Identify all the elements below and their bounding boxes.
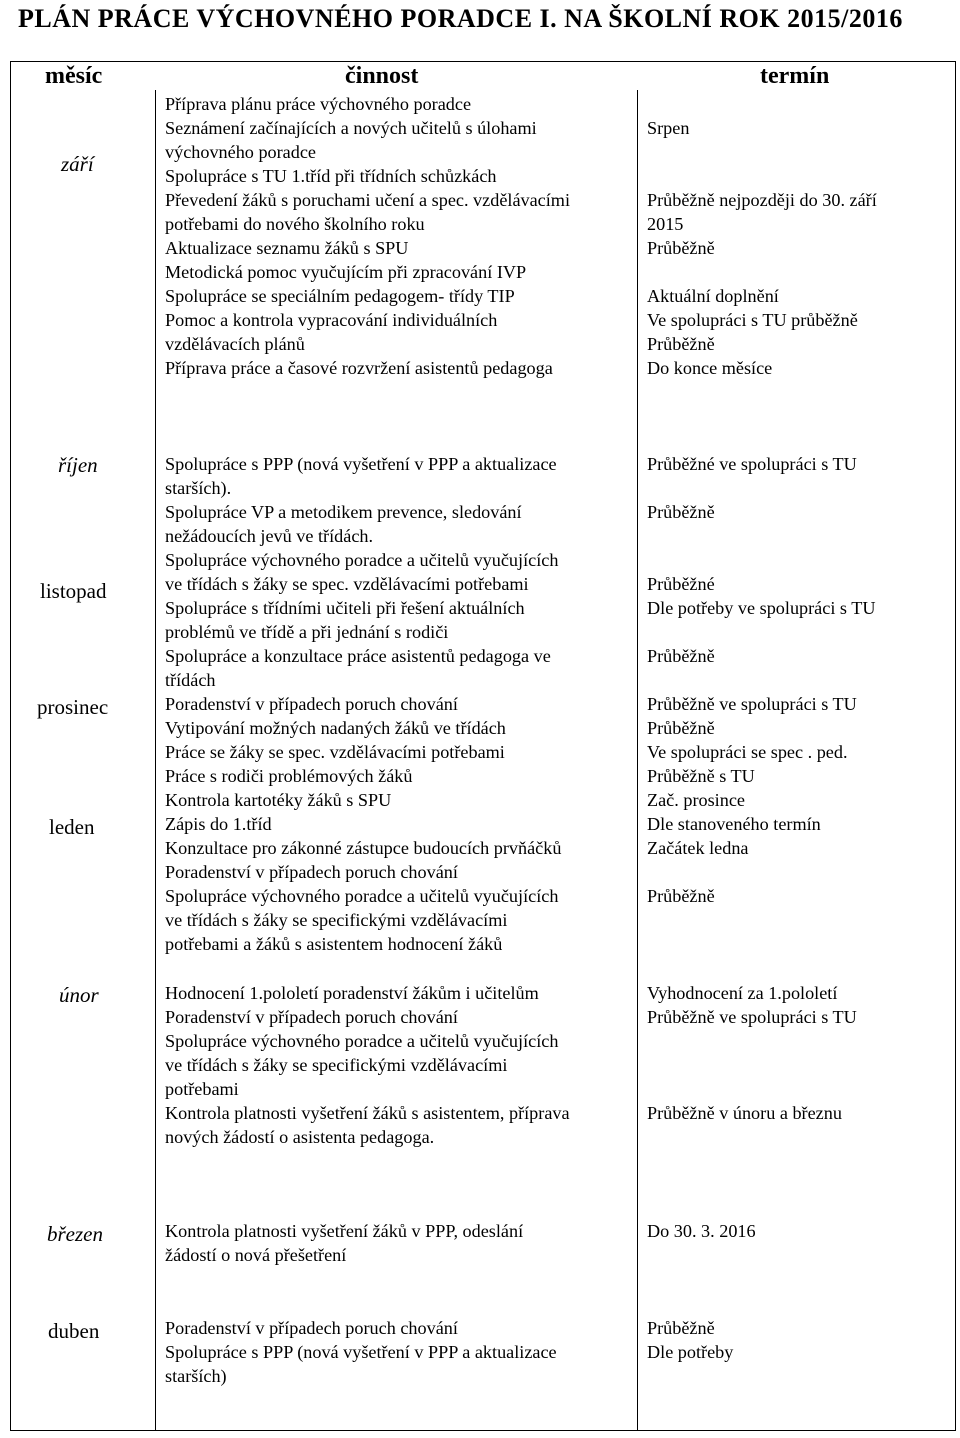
term-line: Dle potřeby ve spolupráci s TU (647, 598, 876, 618)
activity-line: Příprava práce a časové rozvržení asistentů pedagoga (165, 358, 553, 378)
term-line: Začátek ledna (647, 838, 749, 858)
activity-line: Zápis do 1.tříd (165, 814, 272, 834)
header-month: měsíc (45, 63, 103, 89)
activity-line: Spolupráce VP a metodikem prevence, sledování (165, 502, 522, 522)
activity-line: starších). (165, 478, 232, 498)
activity-line: Hodnocení 1.pololetí poradenství žákům i učitelům (165, 983, 539, 1003)
term-line: Ve spolupráci se spec . ped. (647, 742, 848, 762)
month-label: únor (59, 983, 99, 1007)
activity-line: Spolupráce výchovného poradce a učitelů vyučujících (165, 550, 559, 570)
activity-line: Vytipování možných nadaných žáků ve třídách (165, 718, 506, 738)
term-line: Průběžně ve spolupráci s TU (647, 694, 857, 714)
table-top-border (10, 61, 956, 62)
activity-line: Poradenství v případech poruch chování (165, 862, 458, 882)
activity-line: Pomoc a kontrola vypracování individuálních (165, 310, 498, 330)
month-label: duben (48, 1319, 100, 1343)
term-line: Dle stanoveného termín (647, 814, 821, 834)
activity-line: starších) (165, 1366, 227, 1386)
term-cell (647, 1219, 756, 1267)
term-line: Ve spolupráci s TU průběžně (647, 310, 858, 330)
activity-line: Spolupráce s PPP (nová vyšetření v PPP a aktualizace (165, 1342, 557, 1362)
header-term: termín (760, 63, 830, 89)
activity-line: potřebami (165, 1079, 239, 1099)
term-line: 2015 (647, 214, 684, 234)
table-right-border (955, 61, 956, 1431)
activity-cell (165, 812, 561, 956)
term-line: Průběžně (647, 718, 715, 738)
term-line: Aktuální doplnění (647, 286, 779, 306)
activity-line: Poradenství v případech poruch chování (165, 1318, 458, 1338)
activity-line: Spolupráce s třídními učiteli při řešení aktuálních (165, 598, 525, 618)
term-cell (647, 981, 857, 1149)
activity-line: Kontrola kartotéky žáků s SPU (165, 790, 392, 810)
term-line: Vyhodnocení za 1.pololetí (647, 983, 838, 1003)
term-cell (647, 812, 821, 956)
term-line: Průběžně (647, 334, 715, 354)
activity-line: ve třídách s žáky se specifickými vzdělávacími (165, 1055, 508, 1075)
activity-cell (165, 92, 570, 380)
term-line: Průběžné ve spolupráci s TU (647, 454, 857, 474)
activity-line: Převedení žáků s poruchami učení a spec. vzdělávacími (165, 190, 571, 210)
activity-line: Příprava plánu práce výchovného poradce (165, 94, 472, 114)
term-line: Průběžně nejpozději do 30. září (647, 190, 877, 210)
month-label: březen (47, 1222, 103, 1246)
term-line: Průběžně (647, 502, 715, 522)
month-label: říjen (58, 453, 98, 477)
activity-line: Konzultace pro zákonné zástupce budoucích prvňáčků (165, 838, 562, 858)
term-cell (647, 92, 877, 380)
activity-line: Kontrola platnosti vyšetření žáků s asistentem, příprava (165, 1103, 570, 1123)
activity-line: Spolupráce a konzultace práce asistentů pedagoga ve (165, 646, 551, 666)
table-left-border (10, 61, 11, 1431)
activity-line: třídách (165, 670, 216, 690)
activity-line: Spolupráce s TU 1.tříd při třídních schůzkách (165, 166, 497, 186)
activity-line: Spolupráce s PPP (nová vyšetření v PPP a aktualizace (165, 454, 557, 474)
term-line: Průběžně (647, 1318, 715, 1338)
activity-line: potřebami a žáků s asistentem hodnocení žáků (165, 934, 503, 954)
activity-line: Poradenství v případech poruch chování (165, 1007, 458, 1027)
activity-line: problémů ve třídě a při jednání s rodiči (165, 622, 449, 642)
term-line: Průběžně s TU (647, 766, 755, 786)
month-label: leden (49, 815, 95, 839)
activity-line: ve třídách s žáky se specifickými vzdělávacími (165, 910, 508, 930)
month-label: prosinec (37, 695, 109, 719)
activity-cell (165, 692, 506, 812)
activity-line: Kontrola platnosti vyšetření žáků v PPP, odeslání (165, 1221, 524, 1241)
activity-line: Spolupráce výchovného poradce a učitelů vyučujících (165, 1031, 559, 1051)
activity-line: žádostí o nová přešetření (165, 1245, 347, 1265)
activity-line: Poradenství v případech poruch chování (165, 694, 458, 714)
term-line: Průběžně (647, 646, 715, 666)
column-divider-1 (155, 90, 156, 1431)
term-line: Dle potřeby (647, 1342, 734, 1362)
activity-line: vzdělávacích plánů (165, 334, 305, 354)
term-cell (647, 548, 875, 692)
month-label: listopad (40, 579, 107, 603)
term-line: Průběžně ve spolupráci s TU (647, 1007, 857, 1027)
activity-cell (165, 981, 570, 1149)
header-activity: činnost (345, 63, 419, 89)
activity-line: Práce s rodiči problémových žáků (165, 766, 413, 786)
activity-cell (165, 1316, 557, 1388)
column-divider-2 (637, 90, 638, 1431)
term-cell (647, 452, 857, 548)
activity-line: výchovného poradce (165, 142, 316, 162)
page-title: PLÁN PRÁCE VÝCHOVNÉHO PORADCE I. NA ŠKOLNÍ ROK 2015/2016 (18, 4, 903, 33)
activity-line: nežádoucích jevů ve třídách. (165, 526, 374, 546)
term-line: Průběžně v únoru a březnu (647, 1103, 842, 1123)
term-cell (647, 1316, 733, 1388)
activity-line: ve třídách s žáky se spec. vzdělávacími potřebami (165, 574, 529, 594)
activity-line: potřebami do nového školního roku (165, 214, 425, 234)
activity-line: Práce se žáky se spec. vzdělávacími potřebami (165, 742, 505, 762)
term-line: Do 30. 3. 2016 (647, 1221, 756, 1241)
activity-line: Seznámení začínajících a nových učitelů s úlohami (165, 118, 537, 138)
term-line: Srpen (647, 118, 690, 138)
table-bottom-border (10, 1430, 956, 1431)
activity-cell (165, 452, 557, 548)
term-cell (647, 692, 857, 812)
activity-cell (165, 1219, 523, 1267)
term-line: Průběžné (647, 574, 715, 594)
activity-line: Metodická pomoc vyučujícím při zpracování IVP (165, 262, 527, 282)
activity-line: nových žádostí o asistenta pedagoga. (165, 1127, 435, 1147)
term-line: Průběžně (647, 886, 715, 906)
activity-line: Spolupráce se speciálním pedagogem- třídy TIP (165, 286, 515, 306)
term-line: Zač. prosince (647, 790, 745, 810)
activity-line: Spolupráce výchovného poradce a učitelů vyučujících (165, 886, 559, 906)
activity-cell (165, 548, 558, 692)
term-line: Průběžně (647, 238, 715, 258)
activity-line: Aktualizace seznamu žáků s SPU (165, 238, 409, 258)
term-line: Do konce měsíce (647, 358, 773, 378)
month-label: září (61, 152, 94, 176)
